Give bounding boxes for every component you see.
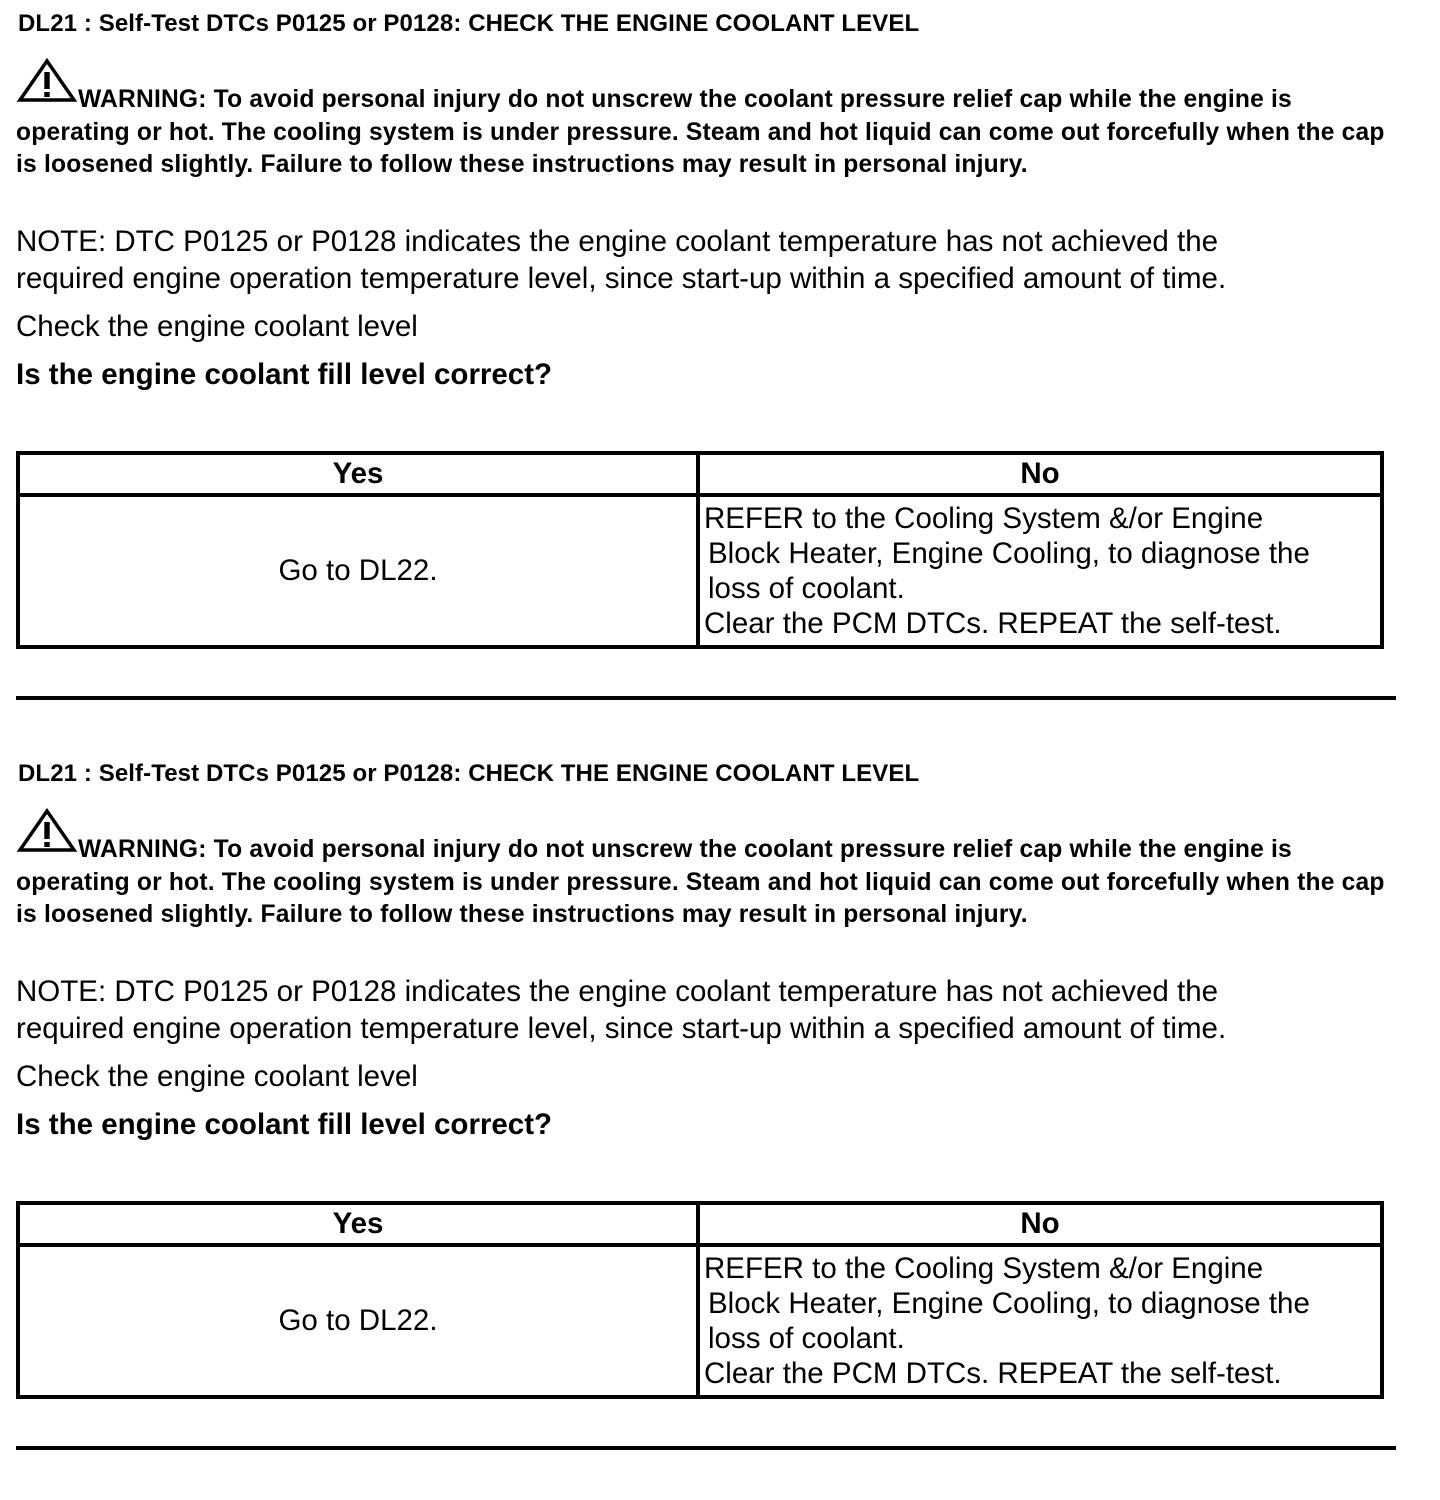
yes-action-cell: Go to DL22.	[18, 1245, 698, 1397]
section-divider	[16, 1446, 1396, 1450]
question-text: Is the engine coolant fill level correct?	[16, 1108, 553, 1141]
section-divider	[16, 696, 1396, 700]
no-header: No	[698, 1203, 1382, 1245]
no-action-line: loss of coolant.	[708, 572, 905, 605]
note-line: required engine operation temperature level, since start-up within a specified amount of time.	[16, 1012, 1227, 1045]
no-action-line: loss of coolant.	[708, 1322, 905, 1355]
no-action-line: REFER to the Cooling System &/or Engine	[704, 502, 1264, 535]
no-header: No	[698, 453, 1382, 495]
yes-header: Yes	[18, 453, 698, 495]
no-action-cell	[698, 495, 1382, 647]
warning-text: WARNING: To avoid personal injury do not unscrew the coolant pressure relief cap while the engine is operating or hot. The cooling system is under pressure. Steam and hot liquid can come out forcefully when the cap is loosened slightly. Failure to follow these instructions may result in personal injury.	[16, 86, 1385, 178]
note-line: NOTE: DTC P0125 or P0128 indicates the engine coolant temperature has not achieved the	[16, 225, 1219, 258]
note-line: NOTE: DTC P0125 or P0128 indicates the engine coolant temperature has not achieved the	[16, 975, 1219, 1008]
note-line: required engine operation temperature level, since start-up within a specified amount of time.	[16, 262, 1227, 295]
answer-table	[16, 1201, 1384, 1399]
question-text: Is the engine coolant fill level correct?	[16, 358, 553, 391]
no-action-line: Block Heater, Engine Cooling, to diagnose the	[708, 1287, 1310, 1320]
yes-header: Yes	[18, 1203, 698, 1245]
section-title: DL21 : Self-Test DTCs P0125 or P0128: CHECK THE ENGINE COOLANT LEVEL	[18, 10, 920, 37]
warning-text: WARNING: To avoid personal injury do not unscrew the coolant pressure relief cap while the engine is operating or hot. The cooling system is under pressure. Steam and hot liquid can come out forcefully when the cap is loosened slightly. Failure to follow these instructions may result in personal injury.	[16, 836, 1385, 928]
note-text	[16, 223, 1416, 297]
no-action-line: Block Heater, Engine Cooling, to diagnose the	[708, 537, 1310, 570]
no-action-line: Clear the PCM DTCs. REPEAT the self-test.	[704, 1357, 1282, 1390]
check-instruction: Check the engine coolant level	[16, 310, 418, 343]
procedure-section	[0, 750, 1440, 1500]
no-action-line: Clear the PCM DTCs. REPEAT the self-test.	[704, 607, 1282, 640]
no-action-line: REFER to the Cooling System &/or Engine	[704, 1252, 1264, 1285]
no-action-cell	[698, 1245, 1382, 1397]
section-title: DL21 : Self-Test DTCs P0125 or P0128: CHECK THE ENGINE COOLANT LEVEL	[18, 760, 920, 787]
yes-action-cell: Go to DL22.	[18, 495, 698, 647]
check-instruction: Check the engine coolant level	[16, 1060, 418, 1093]
answer-table	[16, 451, 1384, 649]
note-text	[16, 973, 1416, 1047]
